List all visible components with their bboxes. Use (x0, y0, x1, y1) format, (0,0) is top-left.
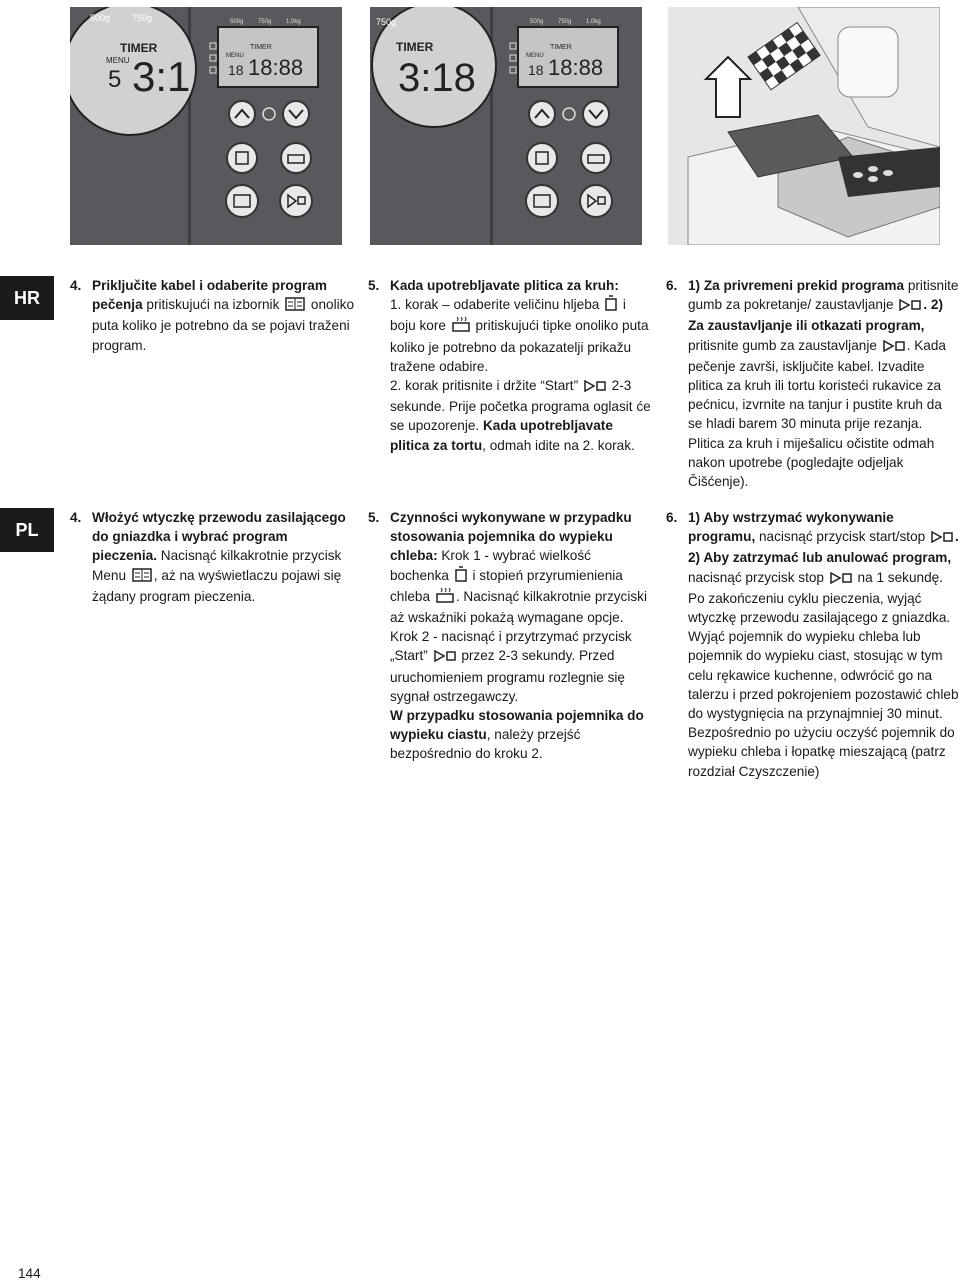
start-stop-icon (899, 297, 921, 316)
step-number: 6. (666, 510, 678, 525)
up-button (529, 101, 555, 127)
crust-color-icon (436, 587, 454, 608)
loaf-size-button (227, 143, 257, 173)
step-text: , aż na wyświetlaczu pojawi się żądany program pieczenia. (92, 567, 342, 604)
down-button (283, 101, 309, 127)
magnified-time: 3:1 (132, 53, 191, 100)
step-text: 1. korak – odaberite veličinu hljeba (390, 297, 604, 313)
hr-step-6 (666, 276, 960, 491)
language-tab-pl: PL (0, 508, 54, 552)
lcd-time: 18:88 (248, 55, 304, 80)
photo-control-panel-timer (70, 7, 342, 245)
magnified-tab-1: 500g (90, 13, 111, 23)
step-text: pritiskujući tipke onoliko puta koliko je potrebno da pokazatelji prikažu tražene odabire. (390, 318, 649, 374)
lcd-tab-1: 500g (530, 19, 544, 25)
step-subheading: . 2) Aby zatrzymać lub anulować program, (688, 529, 959, 566)
step-number: 4. (70, 278, 82, 293)
step-text: Krok 1 - wybrać wielkość bochenka (390, 548, 591, 583)
hr-step-5 (368, 276, 652, 455)
start-stop-icon (584, 378, 606, 397)
step-heading: 1) Za privremeni prekid programa (688, 278, 905, 293)
magnified-timer-label: TIMER (396, 40, 434, 54)
step-heading: Czynności wykonywane w przypadku stosowania pojemnika do wypieku chleba: (390, 510, 632, 564)
magnified-timer-label: TIMER (120, 41, 158, 55)
magnified-tab-2: 750g (132, 13, 153, 23)
step-heading: Priključite kabel i odaberite program pečenja (92, 278, 327, 313)
lcd-menu-label: MENU (226, 53, 244, 59)
magnified-menu-label: MENU (106, 56, 130, 65)
step-text: przez 2-3 sekundy. Przed uruchomieniem programu rozlegnie się sygnał ostrzegawczy. (390, 648, 625, 704)
step-heading: Włożyć wtyczkę przewodu zasilającego do gniazdka i wybrać program pieczenia. (92, 510, 346, 564)
page-number: 144 (18, 1266, 41, 1281)
loaf-size-icon (605, 295, 617, 316)
lcd-tab-3: 1,0kg (286, 19, 301, 25)
magnified-tab-1: 750g (376, 17, 397, 27)
loaf-size-icon (455, 566, 467, 587)
step-text: pritiskujući na izbornik (142, 297, 284, 313)
pl-step-6 (666, 508, 960, 781)
lcd-program-number: 18 (228, 62, 244, 78)
step-text: pritisnite gumb za zaustavljanje (688, 337, 881, 353)
lcd-tab-3: 1,0kg (586, 19, 601, 25)
menu-button (226, 185, 258, 217)
step-text: nacisnąć przycisk stop (688, 569, 828, 585)
step-number: 4. (70, 510, 82, 525)
crust-button (581, 143, 611, 173)
step-text: . Nacisnąć kilkakrotnie przyciski aż wskaźniki pokażą wymagane opcje. Krok 2 - nacisnąć i przytrzymać przycisk „Start” (390, 588, 647, 664)
menu-icon (132, 568, 152, 587)
lcd-tab-2: 750g (558, 19, 572, 25)
up-button (229, 101, 255, 127)
hr-step-4 (70, 276, 355, 355)
step-text: i stopień przyrumienienia chleba (390, 567, 623, 604)
photo-bread-machine-pan (668, 7, 940, 245)
pl-step-4 (70, 508, 354, 606)
menu-icon (285, 297, 305, 316)
start-stop-icon (434, 648, 456, 667)
crust-color-icon (452, 316, 470, 337)
step-text: nacisnąć przycisk start/stop (755, 529, 929, 545)
step-text: pritisnite gumb za pokretanje/ zaustavljanje (688, 278, 959, 313)
lcd-tab-1: 500g (230, 19, 244, 25)
step-number: 5. (368, 510, 380, 525)
down-button (583, 101, 609, 127)
lcd-program-number: 18 (528, 62, 544, 78)
step-number: 5. (368, 278, 380, 293)
lcd-timer-label: TIMER (550, 44, 572, 51)
step-text: , odmah idite na 2. korak. (482, 437, 635, 453)
magnified-time: 3:18 (398, 56, 476, 100)
photo-control-panel-timer-set (370, 7, 642, 245)
step-text: 2-3 sekunde. Prije početka programa oglasit će se upozorenje. (390, 378, 651, 434)
step-subheading: Kada upotrebljavate plitica za tortu (390, 418, 613, 453)
step-text: . Kada pečenje završi, isključite kabel. Izvadite plitica za kruh ili tortu koristeći rukavice za pećnicu, izvrnite na tanjur i pustite kruh da se hladi barem 30 minuta prije rezanja. Plitica za kruh i miješalicu očistite odmah nakon upotrebe (pogledajte odjeljak Čišćenje). (688, 337, 946, 490)
start-stop-icon (883, 338, 905, 357)
magnified-digit-small: 5 (108, 66, 122, 93)
step-text: na 1 sekundę. Po zakończeniu cyklu pieczenia, wyjąć wtyczkę przewodu zasilającego z gniazdka. Wyjąć pojemnik do wypieku chleba lub pojemnik do wypieku ciast, stosując w tym celu rękawice kuchenne, odwrócić go na talerzu i przed pokrojeniem pozostawić chleb do wystygnięcia na przynajmniej 30 minut. Bezpośrednio po użyciu oczyść pojemnik do wypieku chleba i łopatkę mieszającą (patrz rozdział Czyszczenie) (688, 569, 959, 779)
step-text: i boju kore (390, 297, 626, 334)
step-subheading: W przypadku stosowania pojemnika do wypieku ciastu (390, 708, 644, 743)
start-stop-icon (931, 529, 953, 548)
loaf-size-button (527, 143, 557, 173)
step-heading: 1) Aby wstrzymać wykonywanie programu, (688, 510, 894, 545)
step-number: 6. (666, 278, 678, 293)
lcd-timer-label: TIMER (250, 44, 272, 51)
lcd-tab-2: 750g (258, 19, 272, 25)
lcd-menu-label: MENU (526, 53, 544, 59)
menu-button (526, 185, 558, 217)
start-stop-icon (830, 570, 852, 589)
step-subheading: . 2) Za zaustavljanje ili otkazati program, (688, 297, 943, 334)
step-text: Nacisnąć kilkakrotnie przycisk Menu (92, 548, 342, 583)
pl-step-5 (368, 508, 652, 764)
step-text: 2. korak pritisnite i držite “Start” (390, 378, 582, 394)
step-text: , należy przejść bezpośrednio do kroku 2. (390, 727, 581, 762)
language-tab-hr: HR (0, 276, 54, 320)
step-text: onoliko puta koliko je potrebno da se pojavi traženi program. (92, 297, 355, 353)
crust-button (281, 143, 311, 173)
step-heading: Kada upotrebljavate plitica za kruh: (390, 278, 619, 293)
lcd-time: 18:88 (548, 55, 604, 80)
